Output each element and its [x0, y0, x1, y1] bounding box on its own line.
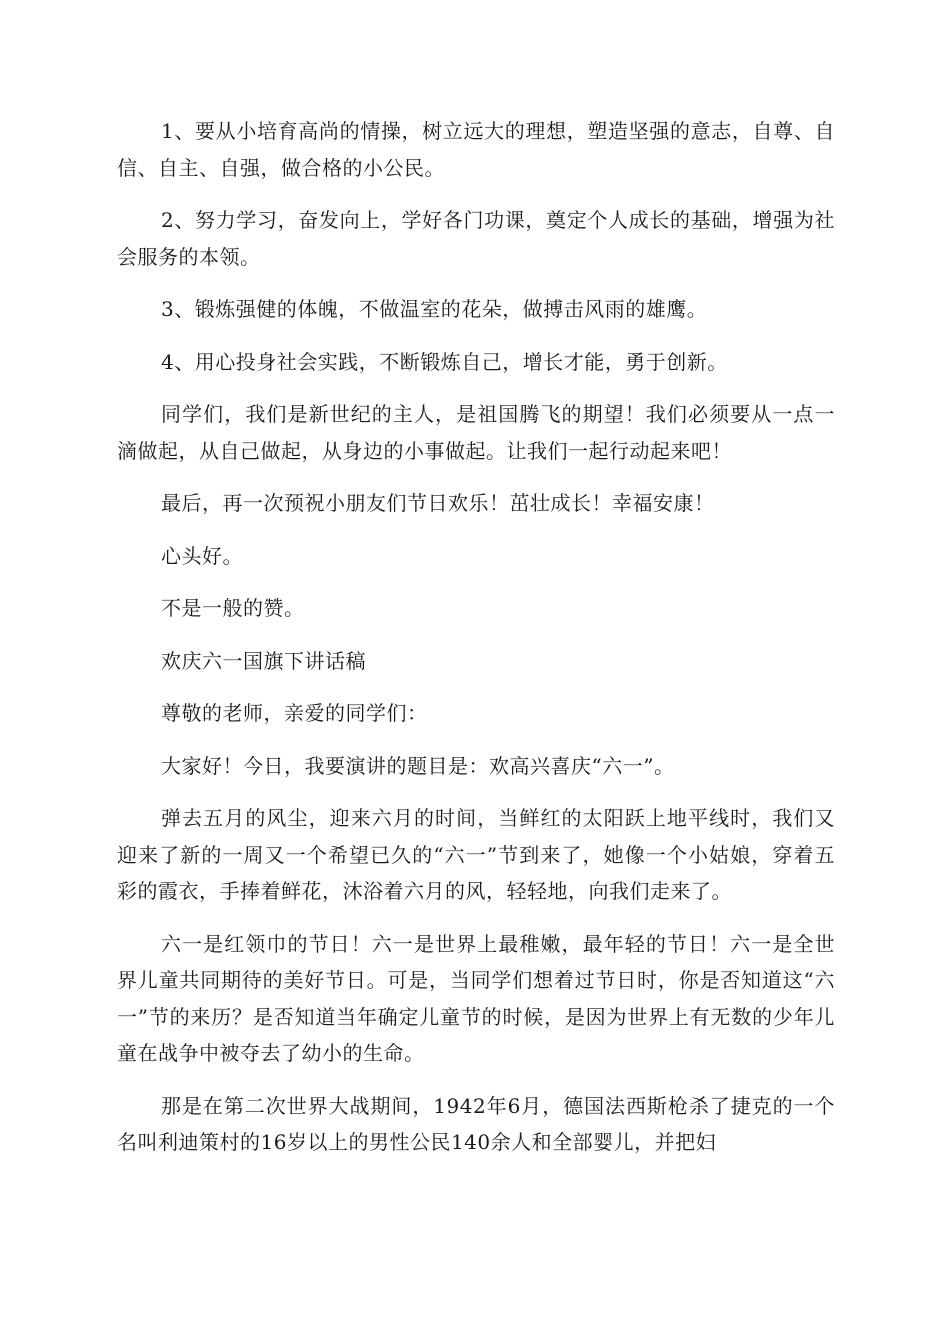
section-title: 欢庆六一国旗下讲话稿 — [161, 648, 366, 673]
paragraph-salutation: 尊敬的老师，亲爱的同学们： — [161, 701, 428, 725]
paragraph-pledge-2: 2、努力学习，奋发向上，学好各门功课，奠定个人成长的基础，增强为社会服务的本领。 — [117, 208, 835, 269]
paragraph-body-2: 六一是红领巾的节日！六一是世界上最稚嫩，最年轻的节日！六一是全世界儿童共同期待的美好节日。可是，当同学们想着过节日时，你是否知道这“六一”节的来历？是否知道当年确定儿童节的时候，是因为世界上有无数的少年儿童在战争中被夺去了幼小的生命。 — [117, 931, 835, 1065]
paragraph-body-1: 弹去五月的风尘，迎来六月的时间，当鲜红的太阳跃上地平线时，我们又迎来了新的一周又一个希望已久的“六一”节到来了，她像一个小姑娘，穿着五彩的霞衣，手捧着鲜花，沐浴着六月的风，轻轻地，向我们走来了。 — [117, 806, 835, 903]
paragraph-pledge-1: 1、要从小培育高尚的情操，树立远大的理想，塑造坚强的意志，自尊、自信、自主、自强，做合格的小公民。 — [117, 119, 835, 180]
paragraph-short-note-2: 不是一般的赞。 — [161, 596, 305, 620]
document-page — [117, 113, 835, 1177]
paragraph-call-to-action: 同学们，我们是新世纪的主人，是祖国腾飞的期望！我们必须要从一点一滴做起，从自己做起，从身边的小事做起。让我们一起行动起来吧！ — [117, 402, 835, 463]
paragraph-pledge-3: 3、锻炼强健的体魄，不做温室的花朵，做搏击风雨的雄鹰。 — [161, 297, 708, 321]
paragraph-short-note-1: 心头好。 — [161, 543, 243, 568]
paragraph-body-3: 那是在第二次世界大战期间，1942年6月，德国法西斯枪杀了捷克的一个名叫利迪策村的16岁以上的男性公民140余人和全部婴儿，并把妇 — [117, 1093, 835, 1154]
paragraph-greeting: 大家好！今日，我要演讲的题目是：欢高兴喜庆“六一”。 — [161, 753, 675, 778]
paragraph-closing-wishes: 最后，再一次预祝小朋友们节日欢乐！茁壮成长！幸福安康！ — [161, 491, 715, 515]
paragraph-pledge-4: 4、用心投身社会实践，不断锻炼自己，增长才能，勇于创新。 — [161, 349, 728, 374]
